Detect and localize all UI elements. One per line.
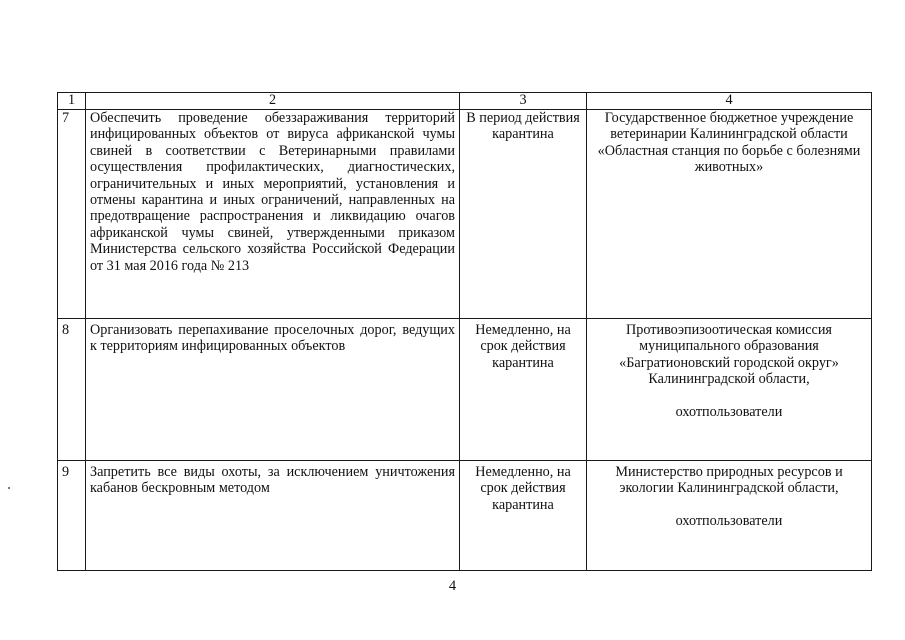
term-text: В период действия карантина (460, 110, 587, 319)
responsible-cell (587, 461, 872, 571)
term-text: Немедленно, на срок действия карантина (460, 461, 587, 571)
measure-text: Запретить все виды охоты, за исключением уничтожения кабанов бескровным методом (86, 461, 460, 571)
table-row (58, 461, 872, 571)
header-col-3: 3 (460, 93, 587, 110)
spacer (591, 497, 867, 513)
row-number: 7 (58, 110, 86, 319)
header-col-4: 4 (587, 93, 872, 110)
term-text: Немедленно, на срок действия карантина (460, 319, 587, 461)
responsible-text: охотпользователи (675, 512, 783, 529)
measure-text: Организовать перепахивание проселочных дорог, ведущих к территориям инфицированных объектов (86, 319, 460, 461)
responsible-cell (587, 110, 872, 319)
table-row (58, 110, 872, 319)
responsible-text: Министерство природных ресурсов и экологии Калининградской области, (615, 464, 843, 497)
row-number: 9 (58, 461, 86, 571)
page-number: 4 (448, 578, 457, 594)
table-header-row (58, 93, 872, 110)
header-col-2: 2 (86, 93, 460, 110)
responsible-text: Государственное бюджетное учреждение ветеринарии Калининградской области «Областная станция по борьбе с болезнями животных» (597, 110, 861, 176)
scan-speck (8, 487, 10, 489)
responsible-text: охотпользователи (675, 403, 783, 420)
responsible-cell (587, 319, 872, 461)
row-number: 8 (58, 319, 86, 461)
header-col-1: 1 (58, 93, 86, 110)
table-row (58, 319, 872, 461)
measures-table (57, 92, 872, 571)
responsible-text: Противоэпизоотическая комиссия муниципального образования «Багратионовский городской округ» Калининградской области, (619, 322, 839, 388)
measure-text: Обеспечить проведение обеззараживания территорий инфицированных объектов от вируса африканской чумы свиней в соответствии с Ветеринарными правилами осуществления профилактических, диагностических, ограничительных и иных мероприятий, установления и отмены карантина и иных ограничений, направленных на предотвращение распространения и ликвидацию очагов африканской чумы свиней, утвержденными приказом Министерства сельского хозяйства Российской Федерации от 31 мая 2016 года № 213 (86, 110, 460, 319)
spacer (591, 388, 867, 404)
